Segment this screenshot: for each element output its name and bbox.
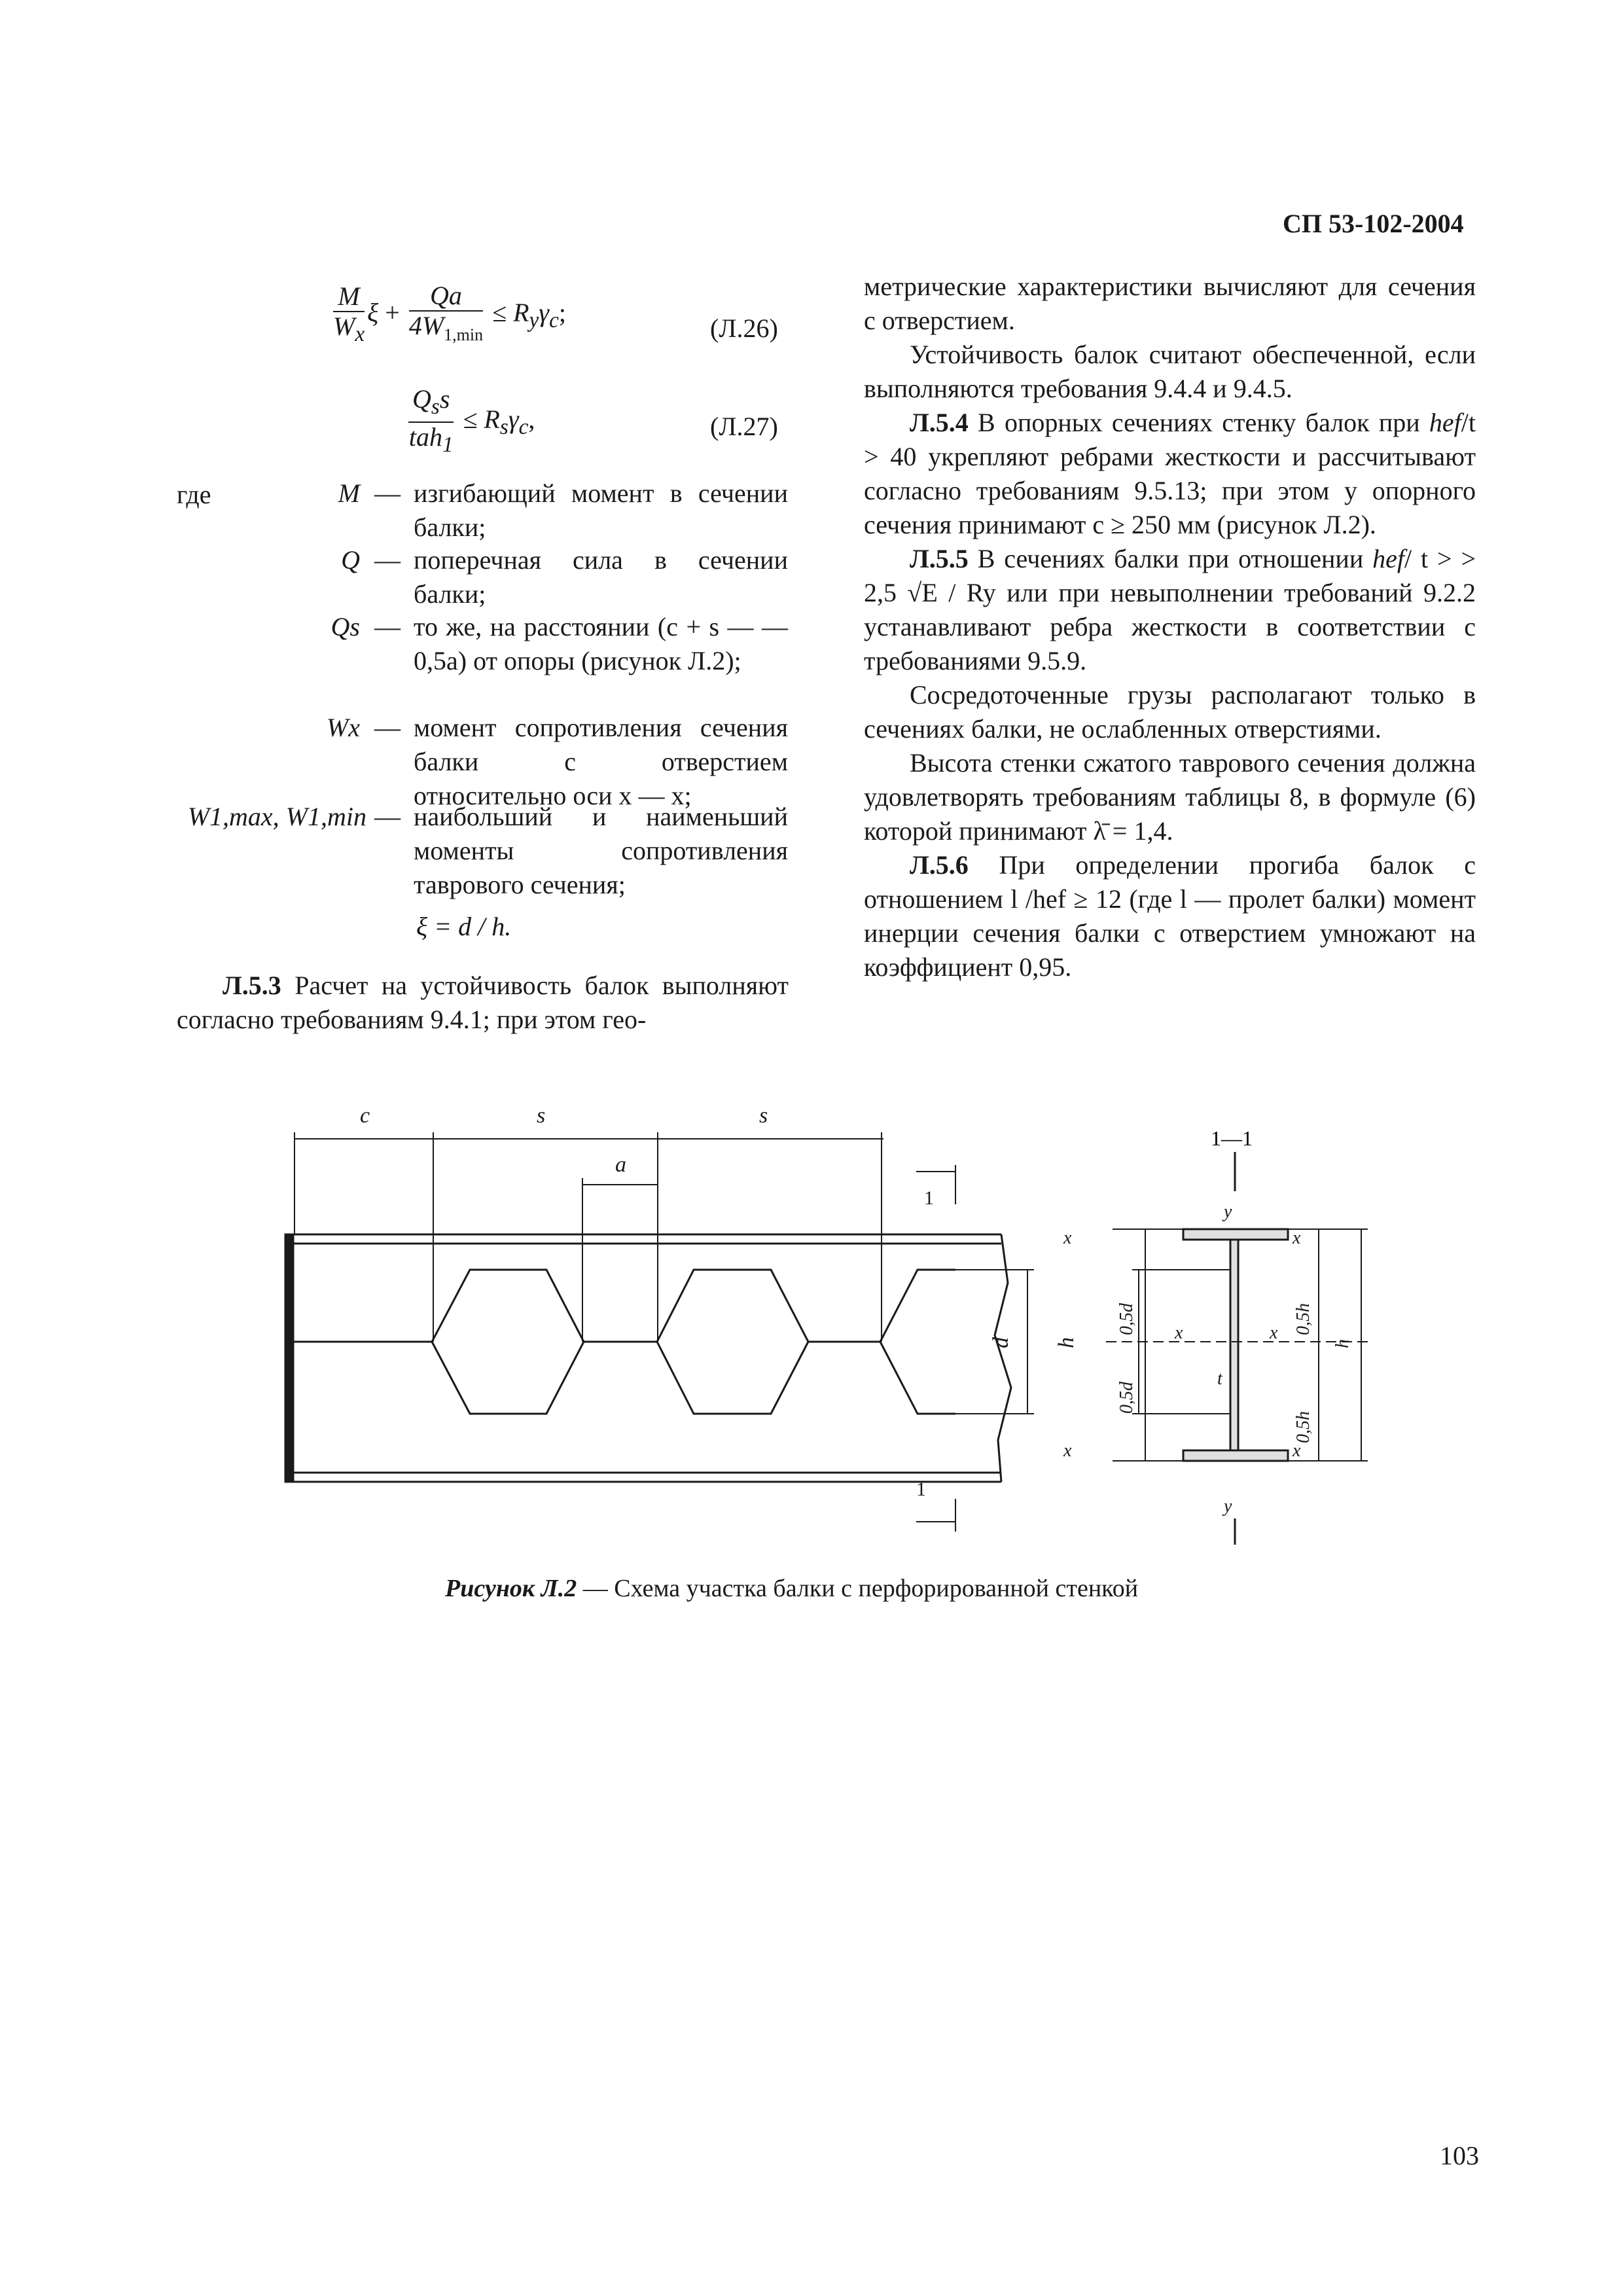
half-d-top: 0,5d: [1116, 1303, 1137, 1335]
left-paragraph-l53: Л.5.3 Расчет на устойчивость балок выполняют согласно требованиям 9.4.1; при этом гео-: [177, 971, 789, 1034]
break-line: [995, 1234, 1011, 1482]
x-label-mid: x: [1175, 1323, 1183, 1343]
right-paragraph-4: Высота стенки сжатого таврового сечения должна удовлетворять требованиям таблицы 8, в формуле (6) которой принимают λ̄ = 1,4.: [864, 748, 1476, 846]
section-mark-bottom: 1: [916, 1479, 926, 1500]
top-flange-section: [1183, 1229, 1288, 1240]
right-paragraph-l55: Л.5.5 В сечениях балки при отношении hef/ t > > 2,5 √E / Ry или при невыполнении требований 9.2.2 устанавливают ребра жесткости в соответствии с требованиями 9.5.9.: [864, 544, 1476, 675]
fraction-m-wx: $\frac{M}{W_x}$: [333, 281, 365, 346]
end-plate: [285, 1234, 293, 1482]
x1-label-bottom-right: x: [1293, 1441, 1301, 1461]
fraction-qa-w1min: $\frac{Qa}{4W_{1,min}}$: [408, 281, 484, 344]
document-code: СП 53-102-2004: [1283, 209, 1464, 238]
half-h-bottom: 0,5h: [1293, 1411, 1313, 1443]
web-section: [1230, 1240, 1238, 1450]
hexagon-hole-2-lower: [657, 1342, 808, 1414]
right-paragraph-l54: Л.5.4 В опорных сечениях стенку балок при hef/t > 40 укрепляют ребрами жесткости и рассчитывают согласно требованиям 9.5.13; при этом у опорного сечения принимают c ≥ 250 мм (рисунок Л.2).: [864, 408, 1476, 539]
half-h-top: 0,5h: [1293, 1303, 1313, 1335]
dim-label-a: a: [615, 1153, 626, 1177]
x1-label-bottom-left: x: [1063, 1441, 1072, 1461]
x1-label-top-left: x: [1063, 1228, 1072, 1248]
xi-definition: ξ = d / h.: [416, 912, 512, 941]
web-cut-upper: [293, 1270, 955, 1342]
cross-section-1-1: [1063, 1126, 1368, 1545]
right-column: [864, 270, 1476, 984]
figure-caption: Рисунок Л.2 — Схема участка балки с перфорированной стенкой: [445, 1575, 1139, 1602]
figure-l2: [262, 1086, 1414, 1558]
t-label: t: [1217, 1369, 1222, 1389]
where-label: где: [177, 480, 211, 509]
equation-number-l26: (Л.26): [710, 314, 778, 343]
dim-label-s1: s: [537, 1103, 546, 1128]
dim-label-s2: s: [759, 1103, 768, 1128]
bottom-flange-section: [1183, 1450, 1288, 1461]
dim-label-c: c: [360, 1103, 370, 1128]
section-title: 1—1: [1211, 1126, 1253, 1150]
formula-l26: $\frac{M}{W_x}$ ξ + $\frac{Qa}{4W_{1,min}}$ ≤ $R_y\gamma_c$;: [330, 281, 566, 350]
x1-label-top-right: x: [1293, 1228, 1301, 1248]
y-label-bottom: y: [1224, 1496, 1232, 1516]
right-paragraph-2: Устойчивость балок считают обеспеченной, если выполняются требования 9.4.4 и 9.4.5.: [864, 340, 1476, 403]
section-mark-top: 1: [924, 1187, 934, 1209]
half-d-bottom: 0,5d: [1116, 1382, 1137, 1414]
right-paragraph-3: Сосредоточенные грузы располагают только в сечениях балки, не ослабленных отверстиями.: [864, 680, 1476, 744]
hexagon-hole-1-lower: [432, 1342, 584, 1414]
h-label-right: h: [1332, 1339, 1353, 1348]
y-label-top: y: [1224, 1202, 1232, 1222]
equation-number-l27: (Л.27): [710, 412, 778, 441]
formula-l27: $\frac{Q_ss}{tah_1}$ ≤ $R_s\gamma_c$,: [406, 385, 535, 459]
right-paragraph-1: метрические характеристики вычисляют для сечения с отверстием.: [864, 272, 1476, 335]
x-label-right: x: [1270, 1323, 1278, 1343]
dim-label-h: h: [1054, 1337, 1079, 1348]
right-paragraph-l56: Л.5.6 При определении прогиба балок с отношением l /hef ≥ 12 (где l — пролет балки) момент инерции сечения балки с отверстием умножают на коэффициент 0,95.: [864, 850, 1476, 982]
beam-elevation: [285, 1234, 1011, 1482]
fraction-qs-tah: $\frac{Q_ss}{tah_1}$: [408, 384, 454, 457]
dim-label-d: d: [989, 1337, 1013, 1348]
page-number: 103: [1440, 2141, 1479, 2170]
hexagon-hole-3-lower: [880, 1342, 955, 1414]
